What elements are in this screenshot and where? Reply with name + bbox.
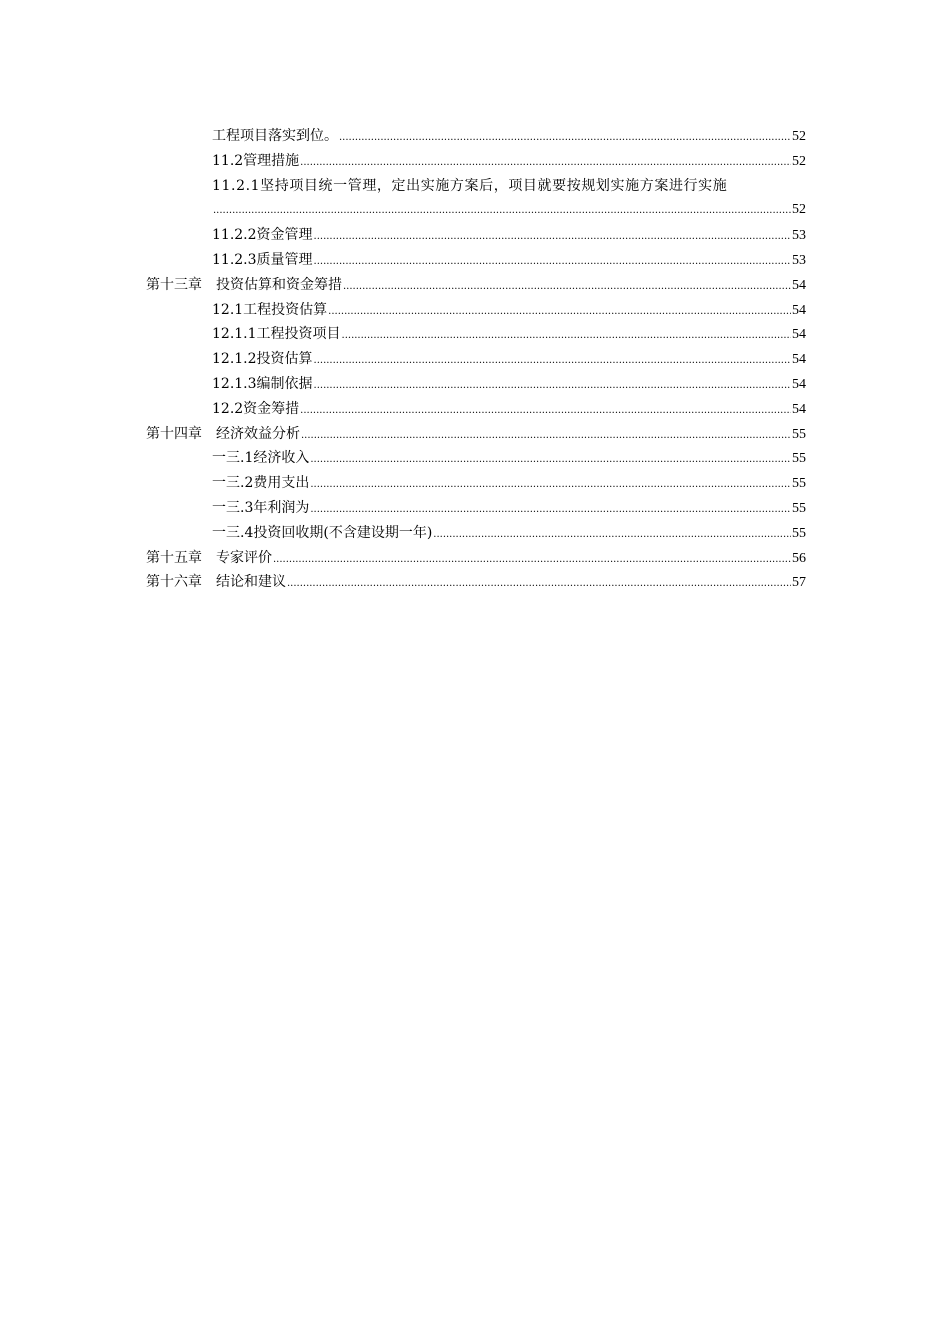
- toc-entry-page: 55: [792, 525, 806, 541]
- toc-entry-title: 11.2.2资金管理: [212, 227, 313, 244]
- toc-dot-leader: [343, 275, 791, 300]
- toc-entry[interactable]: [146, 322, 806, 347]
- toc-dot-leader: [328, 300, 791, 325]
- toc-dot-leader: [300, 151, 791, 176]
- toc-dot-leader: [314, 250, 791, 275]
- toc-dot-leader: [342, 324, 791, 349]
- toc-entry-title: 第十四章 经济效益分析: [146, 425, 300, 442]
- toc-entry-page: 57: [792, 575, 806, 591]
- toc-entry-page: 55: [792, 451, 806, 467]
- toc-dot-leader: [339, 126, 791, 151]
- toc-entry[interactable]: [146, 298, 806, 323]
- toc-entry-page: 56: [792, 550, 806, 566]
- toc-entry-page: 55: [792, 500, 806, 516]
- toc-entry-continuation[interactable]: [146, 198, 806, 223]
- toc-entry-page: 55: [792, 476, 806, 492]
- toc-entry[interactable]: [146, 471, 806, 496]
- toc-entry[interactable]: [146, 397, 806, 422]
- toc-entry-page: 54: [792, 302, 806, 318]
- toc-dot-leader: [433, 523, 791, 548]
- toc-entry[interactable]: [146, 149, 806, 174]
- toc-chapter-entry[interactable]: [146, 273, 806, 298]
- toc-entry-title: 12.1.1工程投资项目: [212, 326, 341, 343]
- toc-entry-title: 11.2管理措施: [212, 152, 300, 169]
- toc-entry-title: 第十五章 专家评价: [146, 549, 272, 566]
- toc-entry-title: 12.2资金筹措: [212, 400, 300, 417]
- toc-entry-title: 一三.1经济收入: [212, 450, 310, 467]
- toc-entry-page: 54: [792, 376, 806, 392]
- toc-entry[interactable]: [146, 521, 806, 546]
- toc-entry-title: 11.2.1坚持项目统一管理，定出实施方案后，项目就要按规划实施方案进行实施: [212, 177, 728, 194]
- toc-entry-title: 11.2.3质量管理: [212, 251, 313, 268]
- toc-dot-leader: [301, 424, 791, 449]
- toc-entry-title: 一三.2费用支出: [212, 475, 310, 492]
- toc-entry[interactable]: [146, 174, 806, 199]
- toc-entry-title: 一三.3年利润为: [212, 499, 310, 516]
- toc-entry[interactable]: [146, 124, 806, 149]
- toc-dot-leader: [314, 225, 791, 250]
- table-of-contents: [146, 124, 806, 595]
- toc-chapter-entry[interactable]: [146, 570, 806, 595]
- toc-entry-page: 52: [792, 153, 806, 169]
- toc-dot-leader: [310, 498, 791, 523]
- toc-dot-leader: [287, 572, 791, 597]
- toc-entry-page: 52: [792, 202, 806, 218]
- toc-entry-title: 12.1工程投资估算: [212, 301, 328, 318]
- toc-entry-title: 第十六章 结论和建议: [146, 574, 286, 591]
- toc-entry-page: 52: [792, 129, 806, 144]
- toc-entry[interactable]: [146, 347, 806, 372]
- toc-entry[interactable]: [146, 372, 806, 397]
- toc-entry-title: 12.1.2投资估算: [212, 351, 313, 368]
- toc-entry[interactable]: [146, 446, 806, 471]
- toc-entry-page: 53: [792, 228, 806, 244]
- toc-entry-page: 54: [792, 277, 806, 293]
- toc-entry-title: 一三.4投资回收期(不含建设期一年): [212, 524, 433, 541]
- toc-chapter-entry[interactable]: [146, 422, 806, 447]
- toc-dot-leader: [314, 349, 791, 374]
- toc-entry-page: 54: [792, 401, 806, 417]
- toc-entry[interactable]: [146, 223, 806, 248]
- toc-dot-leader: [310, 448, 791, 473]
- toc-entry-page: 54: [792, 327, 806, 343]
- toc-dot-leader: [213, 199, 791, 224]
- toc-entry-page: 53: [792, 252, 806, 268]
- toc-dot-leader: [300, 399, 791, 424]
- toc-entry-page: 55: [792, 426, 806, 442]
- toc-dot-leader: [273, 548, 791, 573]
- toc-chapter-entry[interactable]: [146, 546, 806, 571]
- toc-entry[interactable]: [146, 496, 806, 521]
- toc-dot-leader: [314, 374, 791, 399]
- toc-entry[interactable]: [146, 248, 806, 273]
- toc-entry-title: 12.1.3编制依据: [212, 375, 313, 392]
- toc-entry-title: 工程项目落实到位。: [212, 128, 338, 144]
- toc-entry-title: 第十三章 投资估算和资金筹措: [146, 276, 342, 293]
- toc-entry-page: 54: [792, 352, 806, 368]
- toc-dot-leader: [310, 473, 791, 498]
